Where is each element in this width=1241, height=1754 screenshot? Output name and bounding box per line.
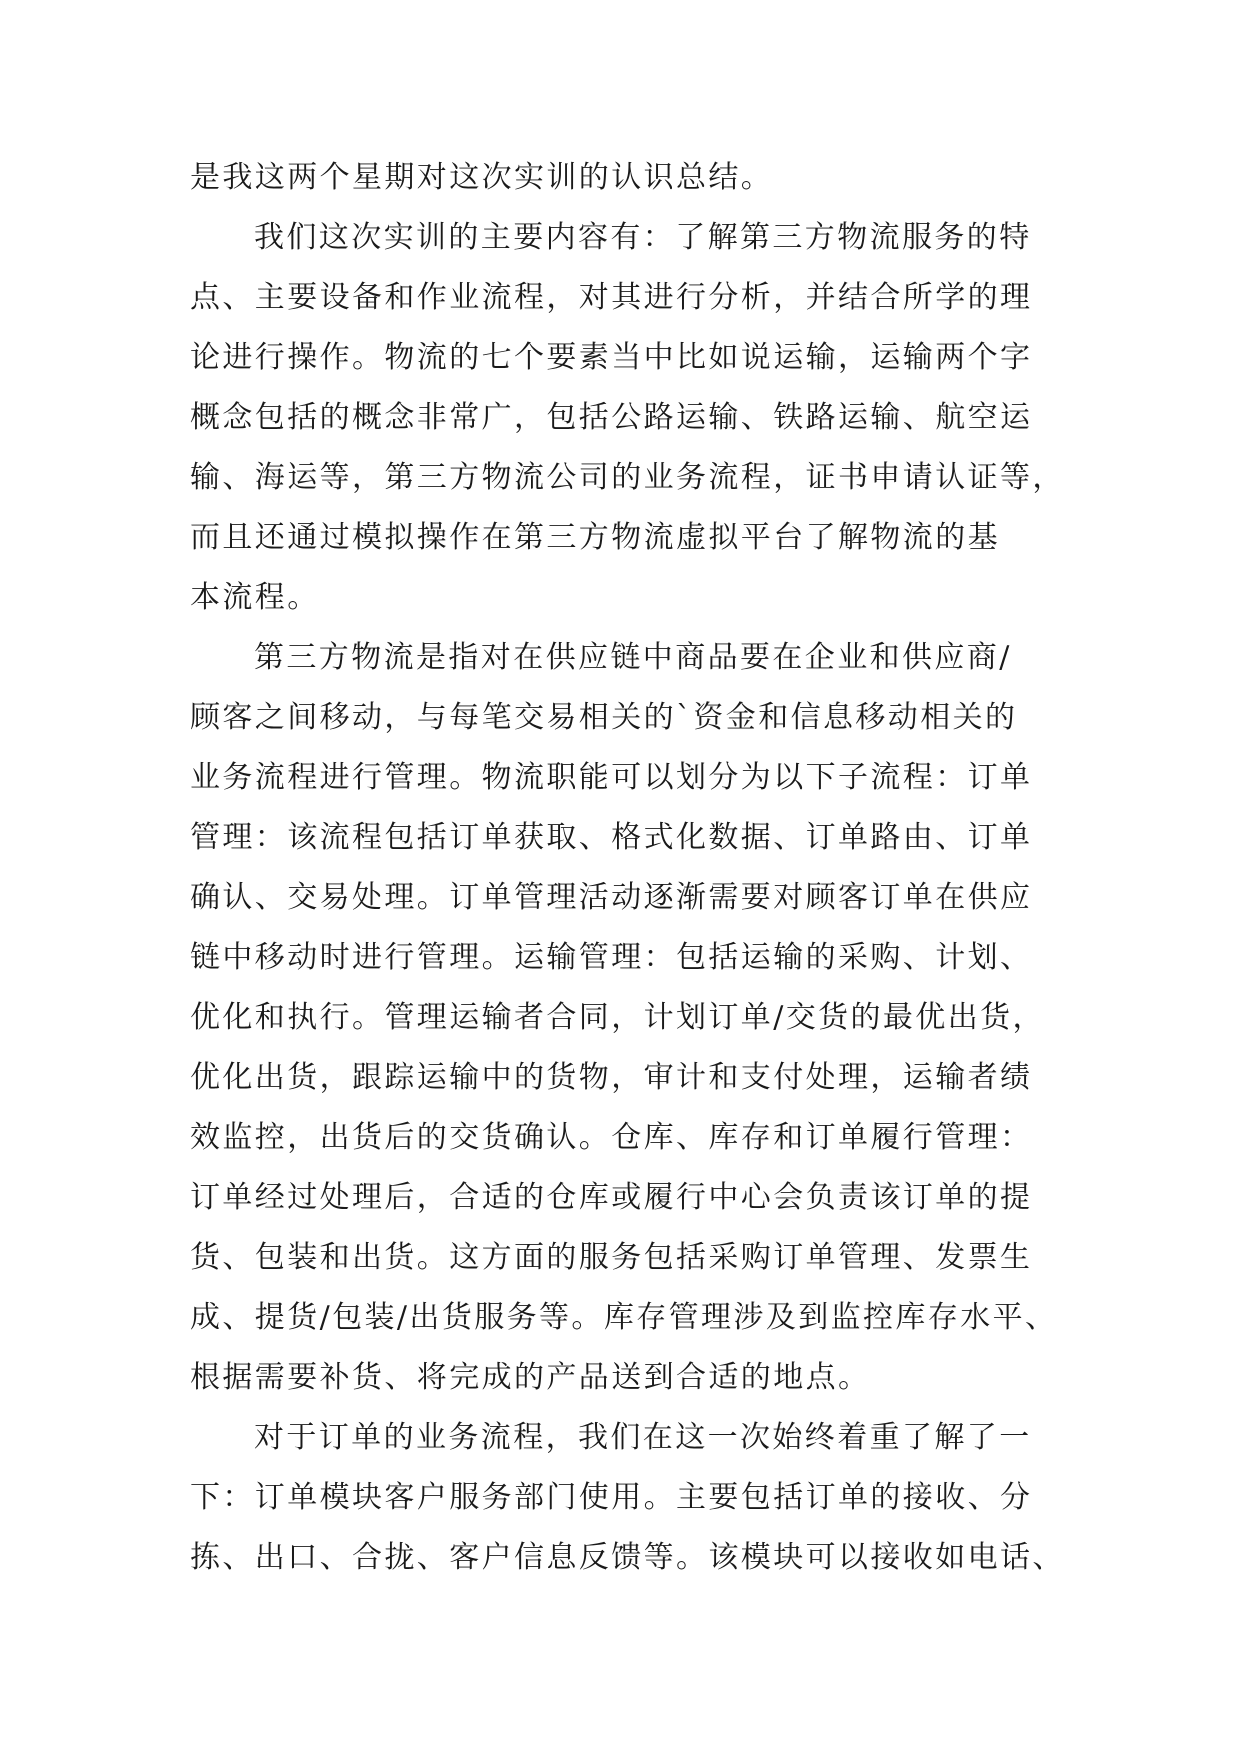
text-line: 点、主要设备和作业流程，对其进行分析，并结合所学的理 (190, 280, 1033, 315)
text-line: 本流程。 (190, 580, 320, 615)
text-line: 确认、交易处理。订单管理活动逐渐需要对顾客订单在供应 (190, 880, 1033, 915)
text-line: 是我这两个星期对这次实训的认识总结。 (190, 160, 774, 195)
text-line: 优化出货，跟踪运输中的货物，审计和支付处理，运输者绩 (190, 1060, 1033, 1095)
text-line: 输、海运等，第三方物流公司的业务流程，证书申请认证等， (190, 460, 1065, 495)
text-line: 效监控，出货后的交货确认。仓库、库存和订单履行管理： (190, 1120, 1033, 1155)
text-line: 订单经过处理后，合适的仓库或履行中心会负责该订单的提 (190, 1180, 1033, 1215)
text-line: 管理：该流程包括订单获取、格式化数据、订单路由、订单 (190, 820, 1033, 855)
text-line: 根据需要补货、将完成的产品送到合适的地点。 (190, 1360, 871, 1395)
text-line: 成、提货/包装/出货服务等。库存管理涉及到监控库存水平、 (190, 1300, 1058, 1335)
text-line: 顾客之间移动，与每笔交易相关的`资金和信息移动相关的 (190, 700, 1018, 735)
text-line: 而且还通过模拟操作在第三方物流虚拟平台了解物流的基 (190, 520, 1000, 555)
text-line: 论进行操作。物流的七个要素当中比如说运输，运输两个字 (190, 340, 1033, 375)
text-line: 货、包装和出货。这方面的服务包括采购订单管理、发票生 (190, 1240, 1033, 1275)
text-line: 概念包括的概念非常广，包括公路运输、铁路运输、航空运 (190, 400, 1033, 435)
text-line: 拣、出口、合拢、客户信息反馈等。该模块可以接收如电话、 (190, 1540, 1065, 1575)
text-line: 链中移动时进行管理。运输管理：包括运输的采购、计划、 (190, 940, 1033, 975)
paragraph-start-line: 对于订单的业务流程，我们在这一次始终着重了解了一 (254, 1420, 1032, 1455)
text-line: 业务流程进行管理。物流职能可以划分为以下子流程：订单 (190, 760, 1033, 795)
text-line: 优化和执行。管理运输者合同，计划订单/交货的最优出货， (190, 1000, 1045, 1035)
paragraph-start-line: 我们这次实训的主要内容有：了解第三方物流服务的特 (254, 220, 1032, 255)
text-line: 下：订单模块客户服务部门使用。主要包括订单的接收、分 (190, 1480, 1033, 1515)
paragraph-start-line: 第三方物流是指对在供应链中商品要在企业和供应商/ (254, 640, 1012, 675)
